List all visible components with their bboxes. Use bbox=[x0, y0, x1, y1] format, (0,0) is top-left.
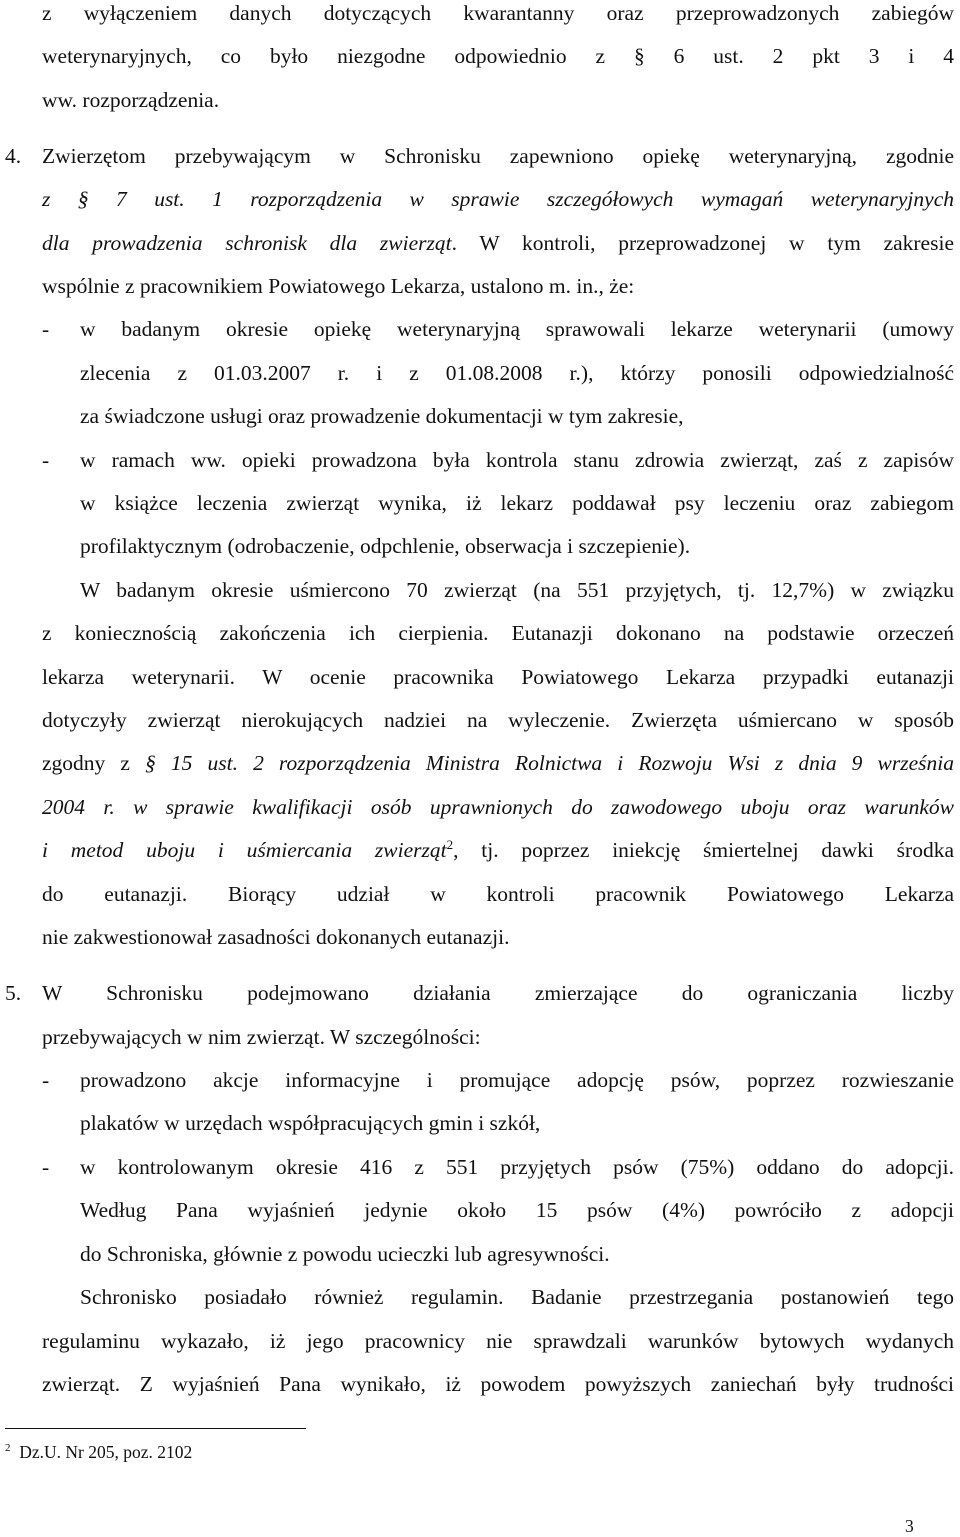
bullet-text-line: w kontrolowanym okresie 416 z 551 przyjętych psów (75%) oddano do adopcji. bbox=[80, 1155, 954, 1179]
bullet-text-line: profilaktycznym (odrobaczenie, odpchlenie, obserwacja i szczepienie). bbox=[80, 534, 691, 558]
body-text-line: dla prowadzenia schronisk dla zwierząt. W kontroli, przeprowadzonej w tym zakresie bbox=[42, 231, 954, 255]
bullet-text-line: do Schroniska, głównie z powodu ucieczki lub agresywności. bbox=[80, 1242, 610, 1266]
footnote-marker[interactable]: 2 bbox=[446, 836, 454, 852]
bullet-text-line: zlecenia z 01.03.2007 r. i z 01.08.2008 r.), którzy ponosili odpowiedzialność bbox=[80, 361, 954, 385]
list-number: 4. bbox=[5, 144, 22, 168]
body-text-line: W Schronisku podejmowano działania zmierzające do ograniczania liczby bbox=[42, 981, 954, 1005]
body-text-line: zwierząt. Z wyjaśnień Pana wynikało, iż powodem powyższych zaniechań były trudności bbox=[42, 1372, 954, 1396]
footnote-separator bbox=[5, 1428, 306, 1429]
body-text-line: weterynaryjnych, co było niezgodne odpowiednio z § 6 ust. 2 pkt 3 i 4 bbox=[42, 44, 954, 68]
bullet-text-line: w książce leczenia zwierząt wynika, iż lekarz poddawał psy leczeniu oraz zabiegom bbox=[80, 491, 954, 515]
bullet-text-line: plakatów w urzędach współpracujących gmin i szkół, bbox=[80, 1111, 541, 1135]
legal-reference: § 15 ust. 2 rozporządzenia Ministra Rolnictwa i Rozwoju Wsi z dnia 9 września bbox=[145, 751, 954, 775]
body-text-line: wspólnie z pracownikiem Powiatowego Lekarza, ustalono m. in., że: bbox=[42, 274, 635, 298]
list-number: 5. bbox=[5, 981, 22, 1005]
legal-reference-line: 2004 r. w sprawie kwalifikacji osób uprawnionych do zawodowego uboju oraz warunków bbox=[42, 795, 954, 819]
body-text-line: i metod uboju i uśmiercania zwierząt$^2$, tj. poprzez iniekcję śmiertelnej dawki środka bbox=[42, 836, 954, 862]
bullet-dash: - bbox=[42, 1068, 50, 1092]
bullet-dash: - bbox=[42, 317, 50, 341]
bullet-text-line: w badanym okresie opiekę weterynaryjną sprawowali lekarze weterynarii (umowy bbox=[80, 317, 954, 341]
body-text-line: W badanym okresie uśmiercono 70 zwierząt (na 551 przyjętych, tj. 12,7%) w związku bbox=[80, 578, 954, 602]
bullet-text-line: w ramach ww. opieki prowadzona była kontrola stanu zdrowia zwierząt, zaś z zapisów bbox=[80, 448, 954, 472]
body-text-line: zgodny z § 15 ust. 2 rozporządzenia Ministra Rolnictwa i Rozwoju Wsi z dnia 9 września bbox=[42, 751, 954, 775]
page-number: 3 bbox=[905, 1516, 914, 1536]
body-text-line: ww. rozporządzenia. bbox=[42, 88, 220, 112]
body-text-line: regulaminu wykazało, iż jego pracownicy nie sprawdzali warunków bytowych wydanych bbox=[42, 1329, 954, 1353]
body-text-line: Schronisko posiadało również regulamin. Badanie przestrzegania postanowień tego bbox=[80, 1285, 954, 1309]
bullet-text-line: Według Pana wyjaśnień jedynie około 15 psów (4%) powróciło z adopcji bbox=[80, 1198, 954, 1222]
body-text-line: dotyczyły zwierząt nierokujących nadziei na wyleczenie. Zwierzęta uśmiercano w sposób bbox=[42, 708, 954, 732]
legal-reference-line: z § 7 ust. 1 rozporządzenia w sprawie szczegółowych wymagań weterynaryjnych bbox=[42, 187, 954, 211]
legal-reference: i metod uboju i uśmiercania zwierząt bbox=[42, 838, 447, 862]
footnote-text: Dz.U. Nr 205, poz. 2102 bbox=[19, 1442, 193, 1462]
body-text-line: nie zakwestionował zasadności dokonanych eutanazji. bbox=[42, 925, 510, 949]
body-text-line: przebywających w nim zwierząt. W szczególności: bbox=[42, 1025, 481, 1049]
body-text-line: Zwierzętom przebywającym w Schronisku zapewniono opiekę weterynaryjną, zgodnie bbox=[42, 144, 954, 168]
bullet-text-line: prowadzono akcje informacyjne i promujące adopcję psów, poprzez rozwieszanie bbox=[80, 1068, 954, 1092]
bullet-text-line: za świadczone usługi oraz prowadzenie dokumentacji w tym zakresie, bbox=[80, 404, 684, 428]
legal-reference: dla prowadzenia schronisk dla zwierząt bbox=[42, 231, 452, 255]
bullet-dash: - bbox=[42, 448, 50, 472]
body-text-line: lekarza weterynarii. W ocenie pracownika Powiatowego Lekarza przypadki eutanazji bbox=[42, 665, 954, 689]
footnote-number: 2 bbox=[5, 1442, 11, 1455]
body-text-line: z koniecznością zakończenia ich cierpienia. Eutanazji dokonano na podstawie orzeczeń bbox=[42, 621, 954, 645]
body-text-line: do eutanazji. Biorący udział w kontroli pracownik Powiatowego Lekarza bbox=[42, 882, 954, 906]
body-text-line: z wyłączeniem danych dotyczących kwarantanny oraz przeprowadzonych zabiegów bbox=[42, 1, 954, 25]
footnote bbox=[5, 1441, 192, 1463]
bullet-dash: - bbox=[42, 1155, 50, 1179]
